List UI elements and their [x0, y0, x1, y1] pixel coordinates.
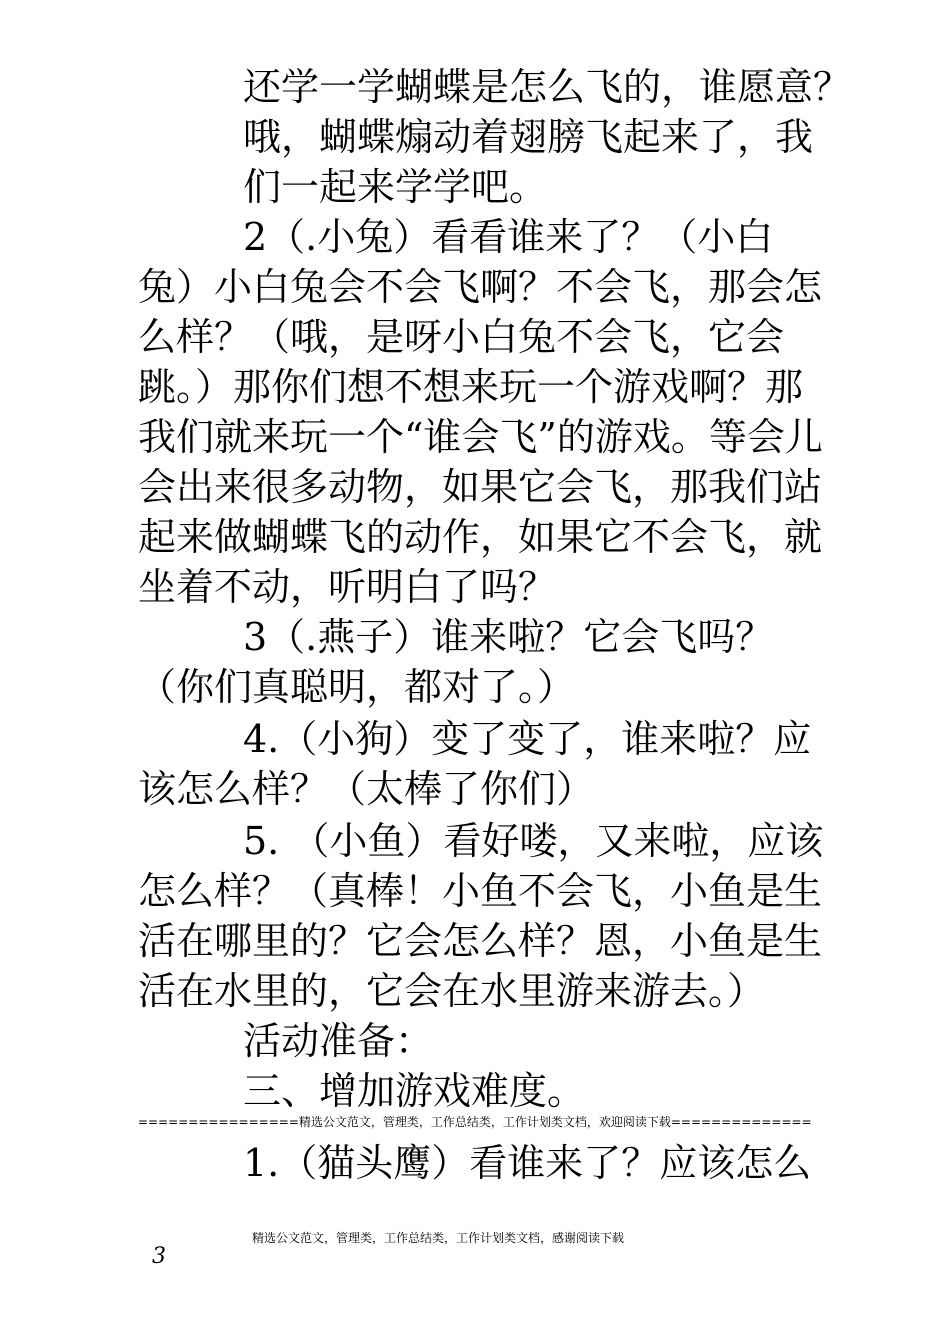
- body-line: 3（.燕子）谁来啦？它会飞吗？: [243, 615, 774, 659]
- footer-text: 精选公文范文，管理类，工作总结类，工作计划类文档，感谢阅读下载: [252, 1231, 625, 1245]
- body-line: 活在水里的，它会在水里游来游去。）: [138, 969, 766, 1013]
- body-line: 我们就来玩一个“谁会飞”的游戏。等会儿: [138, 415, 823, 459]
- body-line: 还学一学蝴蝶是怎么飞的，谁愿意？: [243, 65, 852, 109]
- body-line: 4.（小狗）变了变了，谁来啦？应: [243, 717, 812, 761]
- body-line: 1.（猫头鹰）看谁来了？应该怎么: [243, 1141, 812, 1185]
- body-line: 三、增加游戏难度。: [243, 1069, 586, 1113]
- body-line: （你们真聪明，都对了。）: [138, 665, 576, 709]
- body-line: 哦，蝴蝶煽动着翅膀飞起来了，我: [243, 115, 814, 159]
- body-line: 跳。）那你们想不想来玩一个游戏啊？那: [138, 365, 804, 409]
- body-line: 兔）小白兔会不会飞啊？不会飞，那会怎: [138, 265, 823, 309]
- body-line: 活动准备：: [243, 1019, 434, 1063]
- body-line: 该怎么样？（太棒了你们）: [138, 767, 595, 811]
- body-line: 活在哪里的？它会怎么样？恩，小鱼是生: [138, 919, 823, 963]
- body-line: 5. （小鱼）看好喽，又来啦，应该: [243, 819, 824, 863]
- body-line: 坐着不动，听明白了吗？: [138, 565, 557, 609]
- separator-banner: ================精选公文范文，管理类，工作总结类，工作计划类文档，欢迎阅读下载==============: [138, 1115, 812, 1129]
- body-line: 2（.小兔）看看谁来了？（小白: [243, 215, 774, 259]
- body-line: 么样？（哦，是呀小白兔不会飞，它会: [138, 315, 785, 359]
- body-line: 起来做蝴蝶飞的动作，如果它不会飞，就: [138, 515, 823, 559]
- page-number: 3: [152, 1244, 166, 1269]
- body-line: 们一起来学学吧。: [243, 165, 548, 209]
- body-line: 会出来很多动物，如果它会飞，那我们站: [138, 465, 823, 509]
- body-line: 怎么样？（真棒！小鱼不会飞，小鱼是生: [138, 869, 823, 913]
